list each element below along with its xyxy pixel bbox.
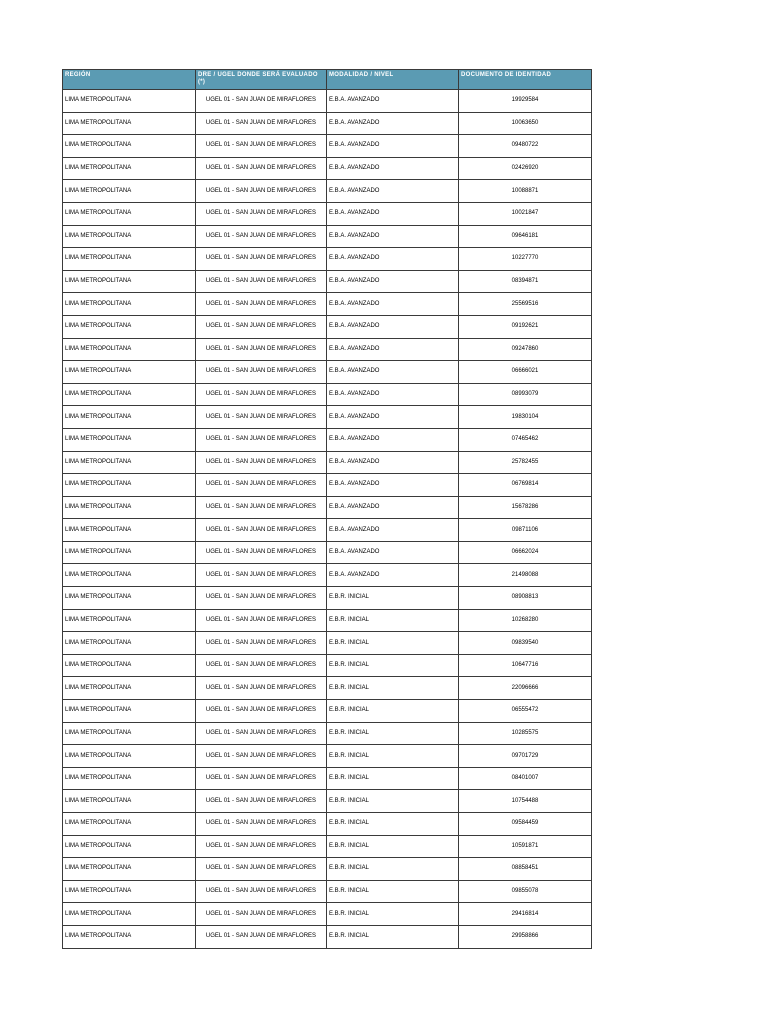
cell-dre-ugel: UGEL 01 - SAN JUAN DE MIRAFLORES xyxy=(196,361,327,384)
table-row xyxy=(63,925,592,948)
cell-documento-identidad: 10754488 xyxy=(459,790,592,813)
cell-modalidad-nivel: E.B.A. AVANZADO xyxy=(327,157,459,180)
header-region: REGIÓN xyxy=(63,70,196,90)
cell-documento-identidad: 07465462 xyxy=(459,428,592,451)
cell-modalidad-nivel: E.B.A. AVANZADO xyxy=(327,383,459,406)
cell-region: LIMA METROPOLITANA xyxy=(63,541,196,564)
cell-modalidad-nivel: E.B.R. INICIAL xyxy=(327,654,459,677)
cell-documento-identidad: 10021847 xyxy=(459,202,592,225)
cell-dre-ugel: UGEL 01 - SAN JUAN DE MIRAFLORES xyxy=(196,677,327,700)
cell-documento-identidad: 19830104 xyxy=(459,406,592,429)
cell-dre-ugel: UGEL 01 - SAN JUAN DE MIRAFLORES xyxy=(196,338,327,361)
header-modalidad-nivel: MODALIDAD / NIVEL xyxy=(327,70,459,90)
cell-documento-identidad: 09584459 xyxy=(459,813,592,836)
cell-documento-identidad: 15678286 xyxy=(459,496,592,519)
cell-documento-identidad: 10285575 xyxy=(459,722,592,745)
cell-modalidad-nivel: E.B.A. AVANZADO xyxy=(327,180,459,203)
cell-dre-ugel: UGEL 01 - SAN JUAN DE MIRAFLORES xyxy=(196,90,327,113)
table-row xyxy=(63,790,592,813)
cell-region: LIMA METROPOLITANA xyxy=(63,496,196,519)
cell-dre-ugel: UGEL 01 - SAN JUAN DE MIRAFLORES xyxy=(196,903,327,926)
cell-region: LIMA METROPOLITANA xyxy=(63,767,196,790)
table-row xyxy=(63,654,592,677)
cell-modalidad-nivel: E.B.R. INICIAL xyxy=(327,700,459,723)
cell-documento-identidad: 19929584 xyxy=(459,90,592,113)
cell-modalidad-nivel: E.B.R. INICIAL xyxy=(327,677,459,700)
cell-modalidad-nivel: E.B.R. INICIAL xyxy=(327,790,459,813)
cell-region: LIMA METROPOLITANA xyxy=(63,903,196,926)
cell-region: LIMA METROPOLITANA xyxy=(63,383,196,406)
cell-modalidad-nivel: E.B.R. INICIAL xyxy=(327,880,459,903)
cell-modalidad-nivel: E.B.A. AVANZADO xyxy=(327,90,459,113)
cell-documento-identidad: 10227770 xyxy=(459,248,592,271)
table-row xyxy=(63,157,592,180)
evaluation-roster-table xyxy=(62,69,592,949)
cell-modalidad-nivel: E.B.A. AVANZADO xyxy=(327,293,459,316)
cell-modalidad-nivel: E.B.A. AVANZADO xyxy=(327,225,459,248)
cell-region: LIMA METROPOLITANA xyxy=(63,654,196,677)
cell-modalidad-nivel: E.B.A. AVANZADO xyxy=(327,248,459,271)
cell-dre-ugel: UGEL 01 - SAN JUAN DE MIRAFLORES xyxy=(196,406,327,429)
cell-documento-identidad: 25569516 xyxy=(459,293,592,316)
table-row xyxy=(63,632,592,655)
table-row xyxy=(63,880,592,903)
header-row xyxy=(63,70,592,90)
cell-documento-identidad: 10088871 xyxy=(459,180,592,203)
table-row xyxy=(63,135,592,158)
cell-region: LIMA METROPOLITANA xyxy=(63,790,196,813)
cell-modalidad-nivel: E.B.R. INICIAL xyxy=(327,903,459,926)
table-row xyxy=(63,609,592,632)
cell-region: LIMA METROPOLITANA xyxy=(63,858,196,881)
cell-documento-identidad: 10268280 xyxy=(459,609,592,632)
cell-dre-ugel: UGEL 01 - SAN JUAN DE MIRAFLORES xyxy=(196,925,327,948)
cell-dre-ugel: UGEL 01 - SAN JUAN DE MIRAFLORES xyxy=(196,609,327,632)
cell-modalidad-nivel: E.B.R. INICIAL xyxy=(327,745,459,768)
cell-dre-ugel: UGEL 01 - SAN JUAN DE MIRAFLORES xyxy=(196,496,327,519)
cell-dre-ugel: UGEL 01 - SAN JUAN DE MIRAFLORES xyxy=(196,700,327,723)
cell-dre-ugel: UGEL 01 - SAN JUAN DE MIRAFLORES xyxy=(196,225,327,248)
cell-region: LIMA METROPOLITANA xyxy=(63,880,196,903)
header-dre-ugel: DRE / UGEL DONDE SERÁ EVALUADO (*) xyxy=(196,70,327,90)
table-row xyxy=(63,315,592,338)
table-row xyxy=(63,903,592,926)
table-row xyxy=(63,406,592,429)
cell-documento-identidad: 06666021 xyxy=(459,361,592,384)
cell-region: LIMA METROPOLITANA xyxy=(63,180,196,203)
cell-dre-ugel: UGEL 01 - SAN JUAN DE MIRAFLORES xyxy=(196,835,327,858)
cell-documento-identidad: 21498088 xyxy=(459,564,592,587)
cell-documento-identidad: 06769814 xyxy=(459,474,592,497)
cell-documento-identidad: 06555472 xyxy=(459,700,592,723)
table-row xyxy=(63,361,592,384)
cell-dre-ugel: UGEL 01 - SAN JUAN DE MIRAFLORES xyxy=(196,315,327,338)
table-row xyxy=(63,722,592,745)
cell-dre-ugel: UGEL 01 - SAN JUAN DE MIRAFLORES xyxy=(196,654,327,677)
cell-region: LIMA METROPOLITANA xyxy=(63,315,196,338)
cell-modalidad-nivel: E.B.A. AVANZADO xyxy=(327,451,459,474)
cell-dre-ugel: UGEL 01 - SAN JUAN DE MIRAFLORES xyxy=(196,587,327,610)
cell-region: LIMA METROPOLITANA xyxy=(63,587,196,610)
table-row xyxy=(63,383,592,406)
cell-region: LIMA METROPOLITANA xyxy=(63,112,196,135)
cell-documento-identidad: 09192621 xyxy=(459,315,592,338)
table-row xyxy=(63,587,592,610)
cell-documento-identidad: 25782455 xyxy=(459,451,592,474)
table-body xyxy=(63,90,592,949)
cell-dre-ugel: UGEL 01 - SAN JUAN DE MIRAFLORES xyxy=(196,451,327,474)
cell-modalidad-nivel: E.B.R. INICIAL xyxy=(327,835,459,858)
cell-dre-ugel: UGEL 01 - SAN JUAN DE MIRAFLORES xyxy=(196,157,327,180)
cell-documento-identidad: 08993079 xyxy=(459,383,592,406)
table-row xyxy=(63,270,592,293)
cell-region: LIMA METROPOLITANA xyxy=(63,474,196,497)
table-row xyxy=(63,835,592,858)
cell-region: LIMA METROPOLITANA xyxy=(63,406,196,429)
table-row xyxy=(63,813,592,836)
cell-documento-identidad: 09646181 xyxy=(459,225,592,248)
cell-modalidad-nivel: E.B.A. AVANZADO xyxy=(327,541,459,564)
cell-dre-ugel: UGEL 01 - SAN JUAN DE MIRAFLORES xyxy=(196,813,327,836)
cell-dre-ugel: UGEL 01 - SAN JUAN DE MIRAFLORES xyxy=(196,248,327,271)
cell-modalidad-nivel: E.B.A. AVANZADO xyxy=(327,338,459,361)
cell-modalidad-nivel: E.B.R. INICIAL xyxy=(327,925,459,948)
cell-documento-identidad: 09855078 xyxy=(459,880,592,903)
cell-dre-ugel: UGEL 01 - SAN JUAN DE MIRAFLORES xyxy=(196,767,327,790)
cell-dre-ugel: UGEL 01 - SAN JUAN DE MIRAFLORES xyxy=(196,541,327,564)
cell-documento-identidad: 29416814 xyxy=(459,903,592,926)
cell-documento-identidad: 09247860 xyxy=(459,338,592,361)
cell-region: LIMA METROPOLITANA xyxy=(63,632,196,655)
cell-dre-ugel: UGEL 01 - SAN JUAN DE MIRAFLORES xyxy=(196,880,327,903)
cell-dre-ugel: UGEL 01 - SAN JUAN DE MIRAFLORES xyxy=(196,474,327,497)
cell-region: LIMA METROPOLITANA xyxy=(63,157,196,180)
cell-modalidad-nivel: E.B.A. AVANZADO xyxy=(327,361,459,384)
cell-dre-ugel: UGEL 01 - SAN JUAN DE MIRAFLORES xyxy=(196,270,327,293)
cell-modalidad-nivel: E.B.R. INICIAL xyxy=(327,722,459,745)
cell-dre-ugel: UGEL 01 - SAN JUAN DE MIRAFLORES xyxy=(196,745,327,768)
cell-modalidad-nivel: E.B.R. INICIAL xyxy=(327,813,459,836)
cell-region: LIMA METROPOLITANA xyxy=(63,451,196,474)
cell-documento-identidad: 10063650 xyxy=(459,112,592,135)
cell-region: LIMA METROPOLITANA xyxy=(63,925,196,948)
cell-region: LIMA METROPOLITANA xyxy=(63,609,196,632)
cell-modalidad-nivel: E.B.A. AVANZADO xyxy=(327,428,459,451)
cell-documento-identidad: 09701729 xyxy=(459,745,592,768)
cell-dre-ugel: UGEL 01 - SAN JUAN DE MIRAFLORES xyxy=(196,519,327,542)
cell-dre-ugel: UGEL 01 - SAN JUAN DE MIRAFLORES xyxy=(196,112,327,135)
cell-dre-ugel: UGEL 01 - SAN JUAN DE MIRAFLORES xyxy=(196,632,327,655)
table-row xyxy=(63,202,592,225)
cell-region: LIMA METROPOLITANA xyxy=(63,90,196,113)
cell-region: LIMA METROPOLITANA xyxy=(63,338,196,361)
cell-modalidad-nivel: E.B.R. INICIAL xyxy=(327,587,459,610)
cell-region: LIMA METROPOLITANA xyxy=(63,835,196,858)
table-row xyxy=(63,745,592,768)
table-row xyxy=(63,858,592,881)
table-row xyxy=(63,496,592,519)
table-row xyxy=(63,293,592,316)
table-header xyxy=(63,70,592,90)
cell-dre-ugel: UGEL 01 - SAN JUAN DE MIRAFLORES xyxy=(196,564,327,587)
cell-modalidad-nivel: E.B.R. INICIAL xyxy=(327,632,459,655)
cell-modalidad-nivel: E.B.A. AVANZADO xyxy=(327,406,459,429)
cell-region: LIMA METROPOLITANA xyxy=(63,677,196,700)
table-row xyxy=(63,451,592,474)
table-row xyxy=(63,225,592,248)
table-row xyxy=(63,474,592,497)
table-row xyxy=(63,338,592,361)
table-row xyxy=(63,180,592,203)
cell-dre-ugel: UGEL 01 - SAN JUAN DE MIRAFLORES xyxy=(196,722,327,745)
cell-dre-ugel: UGEL 01 - SAN JUAN DE MIRAFLORES xyxy=(196,202,327,225)
cell-documento-identidad: 09480722 xyxy=(459,135,592,158)
cell-dre-ugel: UGEL 01 - SAN JUAN DE MIRAFLORES xyxy=(196,180,327,203)
cell-modalidad-nivel: E.B.R. INICIAL xyxy=(327,858,459,881)
cell-dre-ugel: UGEL 01 - SAN JUAN DE MIRAFLORES xyxy=(196,858,327,881)
cell-region: LIMA METROPOLITANA xyxy=(63,700,196,723)
table-row xyxy=(63,677,592,700)
cell-region: LIMA METROPOLITANA xyxy=(63,361,196,384)
cell-region: LIMA METROPOLITANA xyxy=(63,293,196,316)
cell-region: LIMA METROPOLITANA xyxy=(63,270,196,293)
cell-modalidad-nivel: E.B.A. AVANZADO xyxy=(327,564,459,587)
cell-modalidad-nivel: E.B.A. AVANZADO xyxy=(327,474,459,497)
cell-region: LIMA METROPOLITANA xyxy=(63,564,196,587)
table-row xyxy=(63,90,592,113)
cell-region: LIMA METROPOLITANA xyxy=(63,519,196,542)
cell-region: LIMA METROPOLITANA xyxy=(63,225,196,248)
cell-documento-identidad: 10647716 xyxy=(459,654,592,677)
table-row xyxy=(63,564,592,587)
cell-documento-identidad: 02426920 xyxy=(459,157,592,180)
cell-documento-identidad: 22096666 xyxy=(459,677,592,700)
cell-modalidad-nivel: E.B.R. INICIAL xyxy=(327,767,459,790)
table-row xyxy=(63,428,592,451)
cell-region: LIMA METROPOLITANA xyxy=(63,202,196,225)
cell-region: LIMA METROPOLITANA xyxy=(63,722,196,745)
cell-region: LIMA METROPOLITANA xyxy=(63,248,196,271)
cell-region: LIMA METROPOLITANA xyxy=(63,428,196,451)
cell-modalidad-nivel: E.B.A. AVANZADO xyxy=(327,270,459,293)
cell-documento-identidad: 29958866 xyxy=(459,925,592,948)
cell-dre-ugel: UGEL 01 - SAN JUAN DE MIRAFLORES xyxy=(196,428,327,451)
cell-modalidad-nivel: E.B.A. AVANZADO xyxy=(327,519,459,542)
cell-documento-identidad: 09839540 xyxy=(459,632,592,655)
table-row xyxy=(63,112,592,135)
cell-documento-identidad: 10591871 xyxy=(459,835,592,858)
cell-region: LIMA METROPOLITANA xyxy=(63,813,196,836)
table-row xyxy=(63,700,592,723)
header-documento-identidad: DOCUMENTO DE IDENTIDAD xyxy=(459,70,592,90)
cell-documento-identidad: 09871106 xyxy=(459,519,592,542)
table-row xyxy=(63,248,592,271)
cell-documento-identidad: 08908813 xyxy=(459,587,592,610)
cell-documento-identidad: 06662024 xyxy=(459,541,592,564)
cell-documento-identidad: 08394871 xyxy=(459,270,592,293)
cell-documento-identidad: 08401007 xyxy=(459,767,592,790)
cell-dre-ugel: UGEL 01 - SAN JUAN DE MIRAFLORES xyxy=(196,790,327,813)
cell-dre-ugel: UGEL 01 - SAN JUAN DE MIRAFLORES xyxy=(196,383,327,406)
table-row xyxy=(63,767,592,790)
cell-modalidad-nivel: E.B.A. AVANZADO xyxy=(327,202,459,225)
table-row xyxy=(63,541,592,564)
cell-modalidad-nivel: E.B.A. AVANZADO xyxy=(327,112,459,135)
cell-dre-ugel: UGEL 01 - SAN JUAN DE MIRAFLORES xyxy=(196,135,327,158)
table-row xyxy=(63,519,592,542)
cell-modalidad-nivel: E.B.A. AVANZADO xyxy=(327,315,459,338)
cell-modalidad-nivel: E.B.R. INICIAL xyxy=(327,609,459,632)
cell-documento-identidad: 08858451 xyxy=(459,858,592,881)
cell-dre-ugel: UGEL 01 - SAN JUAN DE MIRAFLORES xyxy=(196,293,327,316)
cell-region: LIMA METROPOLITANA xyxy=(63,135,196,158)
cell-modalidad-nivel: E.B.A. AVANZADO xyxy=(327,496,459,519)
cell-modalidad-nivel: E.B.A. AVANZADO xyxy=(327,135,459,158)
cell-region: LIMA METROPOLITANA xyxy=(63,745,196,768)
